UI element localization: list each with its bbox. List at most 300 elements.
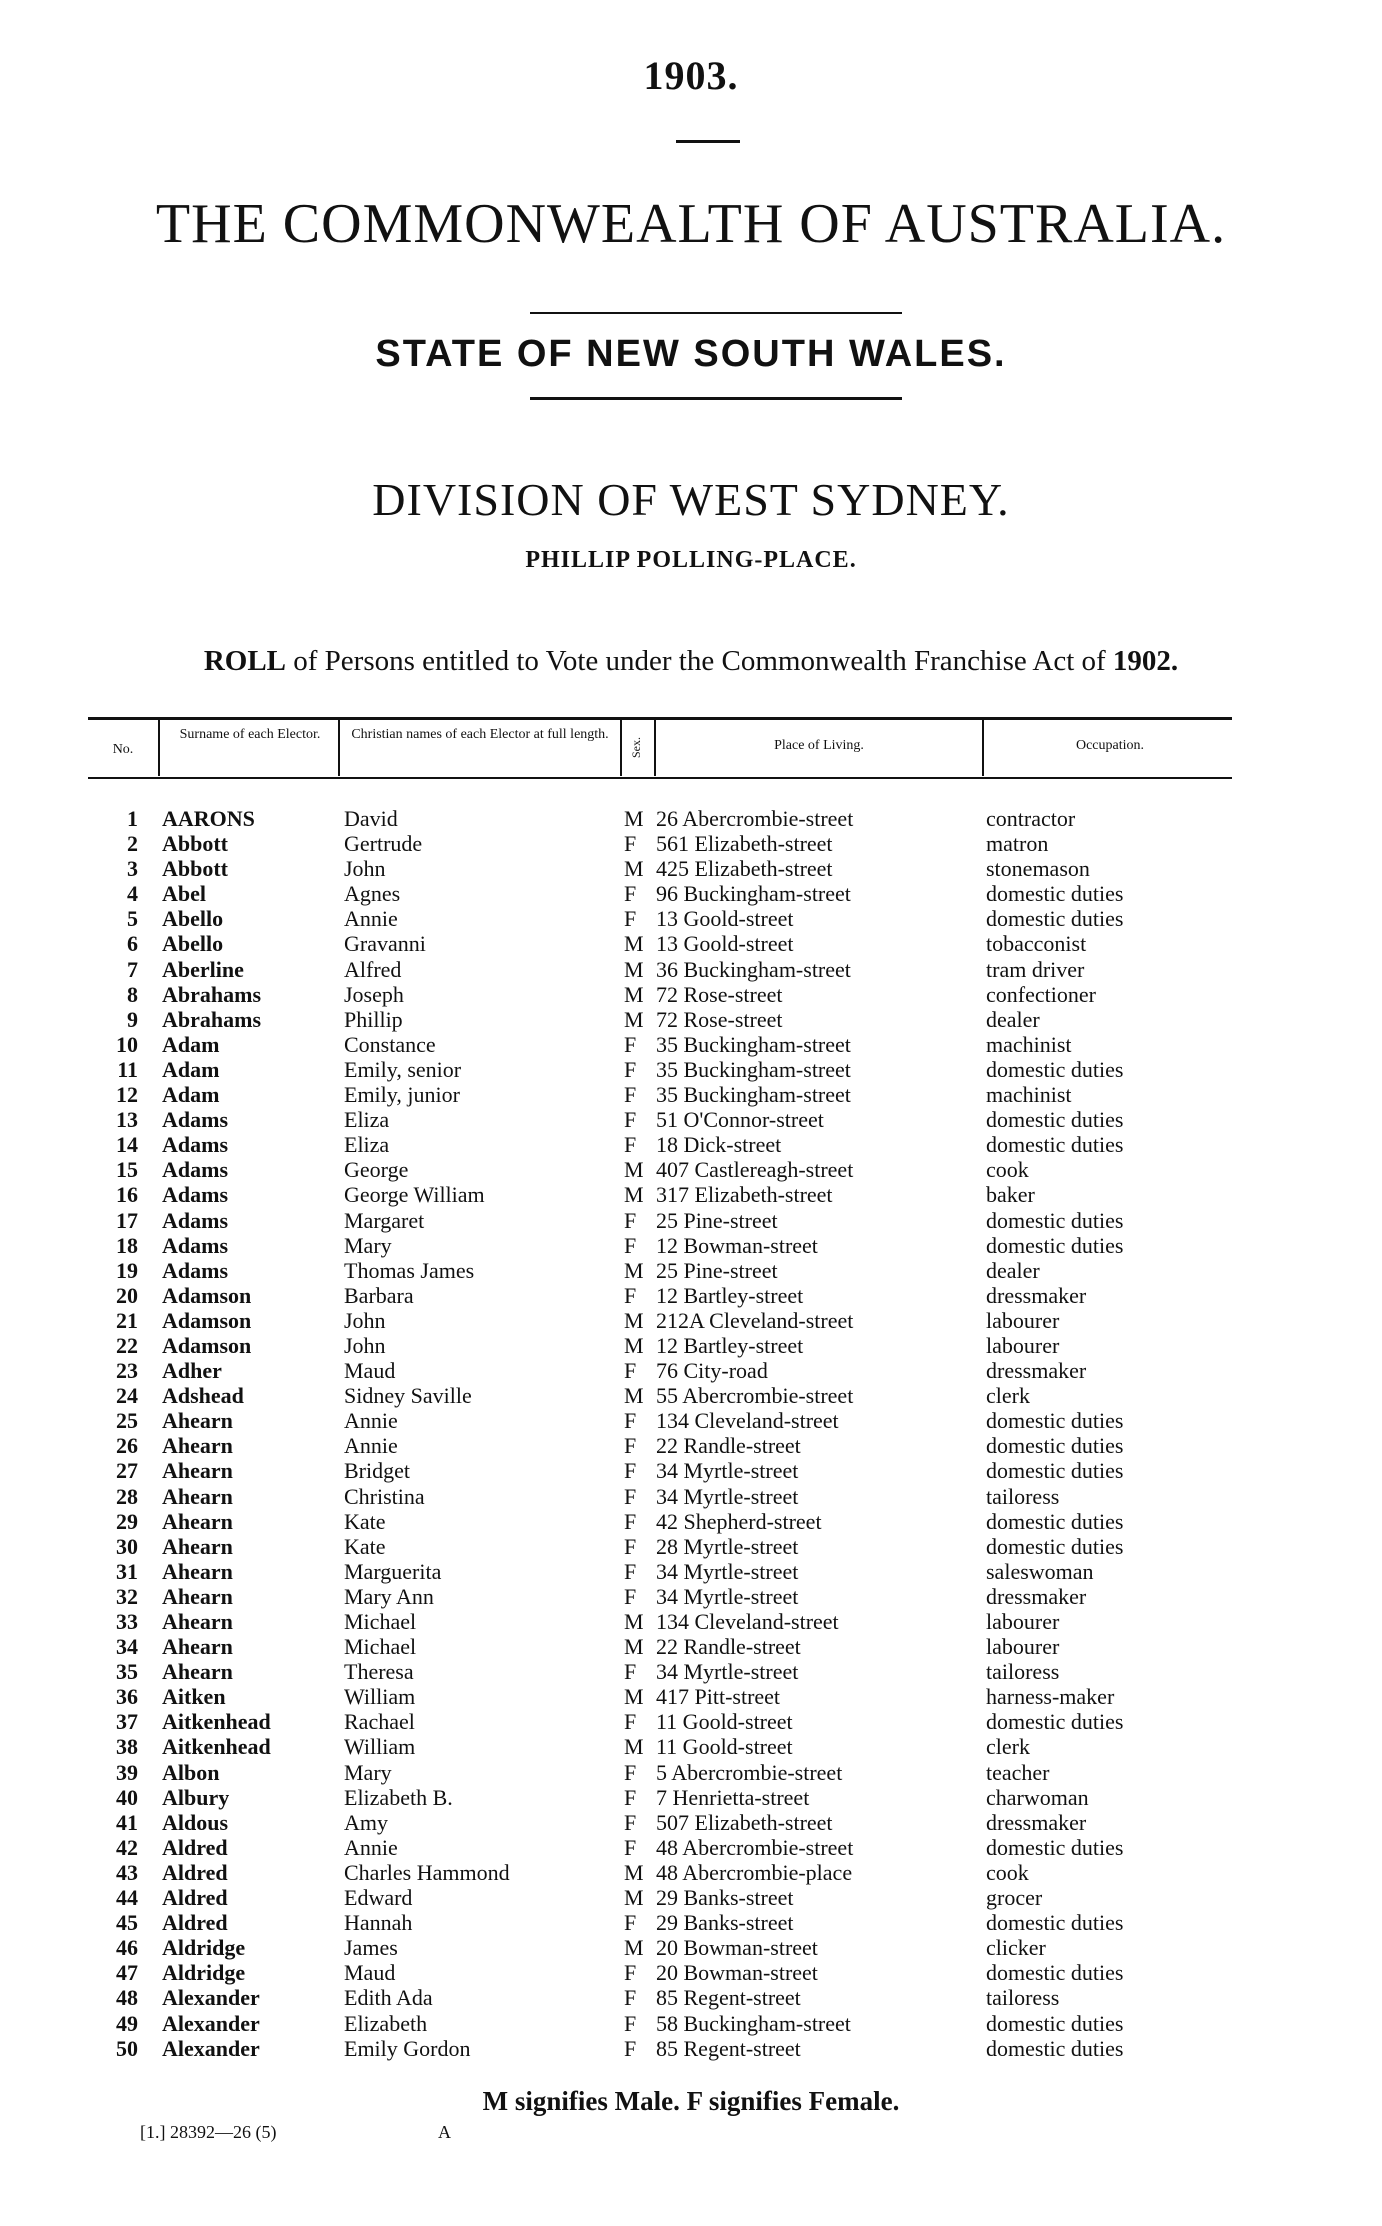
- christian-names: Constance: [344, 1031, 436, 1057]
- christian-names: John: [344, 1332, 386, 1358]
- sex: M: [624, 956, 644, 982]
- surname: Adams: [162, 1257, 229, 1283]
- elector-number: 3: [127, 856, 138, 882]
- elector-number: 16: [116, 1182, 138, 1208]
- christian-names: Barbara: [344, 1282, 414, 1308]
- sex: F: [624, 2010, 637, 2036]
- occupation: domestic duties: [986, 1132, 1124, 1158]
- table-row: [0, 1333, 1382, 1358]
- document-title: THE COMMONWEALTH OF AUSTRALIA.: [155, 193, 1227, 255]
- sex: F: [624, 1132, 637, 1158]
- surname: Aldred: [162, 1859, 228, 1885]
- sex: M: [624, 1859, 644, 1885]
- table-row: [0, 1835, 1382, 1860]
- column-divider: [654, 720, 656, 776]
- place-of-living: 34 Myrtle-street: [656, 1558, 799, 1584]
- table-row: [0, 856, 1382, 881]
- place-of-living: 35 Buckingham-street: [656, 1031, 851, 1057]
- elector-number: 4: [127, 881, 138, 907]
- table-row: [0, 1659, 1382, 1684]
- occupation: tailoress: [986, 1985, 1060, 2011]
- surname: Aitken: [162, 1684, 226, 1710]
- surname: Aldous: [162, 1809, 229, 1835]
- sex: F: [624, 2035, 637, 2061]
- place-of-living: 12 Bowman-street: [656, 1232, 818, 1258]
- christian-names: James: [344, 1935, 398, 1961]
- christian-names: Emily, senior: [344, 1056, 462, 1082]
- christian-names: Hannah: [344, 1910, 413, 1936]
- occupation: domestic duties: [986, 1107, 1124, 1133]
- elector-number: 45: [116, 1910, 138, 1936]
- sex: F: [624, 1583, 637, 1609]
- sex: F: [624, 1358, 637, 1384]
- table-row: [0, 831, 1382, 856]
- place-of-living: 36 Buckingham-street: [656, 956, 851, 982]
- surname: Aitkenhead: [162, 1734, 271, 1760]
- table-row: [0, 982, 1382, 1007]
- occupation: domestic duties: [986, 1910, 1124, 1936]
- table-row: [0, 1408, 1382, 1433]
- state-heading: STATE OF NEW SOUTH WALES.: [375, 333, 1007, 375]
- occupation: labourer: [986, 1332, 1060, 1358]
- header-no: No.: [112, 742, 134, 757]
- occupation: domestic duties: [986, 1960, 1124, 1986]
- sex: M: [624, 931, 644, 957]
- surname: Adamson: [162, 1282, 252, 1308]
- sex: F: [624, 1659, 637, 1685]
- header-christian-names: Christian names of each Elector at full length.: [351, 727, 609, 742]
- elector-number: 22: [116, 1332, 138, 1358]
- place-of-living: 25 Pine-street: [656, 1207, 778, 1233]
- occupation: dealer: [986, 1257, 1040, 1283]
- occupation: contractor: [986, 806, 1076, 831]
- elector-number: 43: [116, 1859, 138, 1885]
- elector-number: 40: [116, 1784, 138, 1810]
- surname: Aldred: [162, 1910, 228, 1936]
- table-header-rule: [88, 777, 1232, 779]
- christian-names: Bridget: [344, 1458, 410, 1484]
- sex: F: [624, 881, 637, 907]
- surname: Ahearn: [162, 1659, 233, 1685]
- place-of-living: 22 Randle-street: [656, 1634, 801, 1660]
- surname: Aldred: [162, 1885, 228, 1911]
- place-of-living: 48 Abercrombie-place: [656, 1859, 853, 1885]
- elector-number: 31: [116, 1558, 138, 1584]
- surname: Ahearn: [162, 1533, 233, 1559]
- sex: M: [624, 1257, 644, 1283]
- christian-names: John: [344, 1307, 386, 1333]
- surname: Abello: [162, 906, 224, 932]
- place-of-living: 417 Pitt-street: [656, 1684, 781, 1710]
- christian-names: Mary: [344, 1759, 392, 1785]
- place-of-living: 11 Goold-street: [656, 1709, 793, 1735]
- place-of-living: 76 City-road: [656, 1358, 768, 1384]
- christian-names: George: [344, 1157, 409, 1183]
- polling-place-heading: PHILLIP POLLING-PLACE.: [525, 547, 857, 573]
- place-of-living: 425 Elizabeth-street: [656, 856, 833, 882]
- table-row: [0, 906, 1382, 931]
- sex: F: [624, 1809, 637, 1835]
- table-row: [0, 1960, 1382, 1985]
- place-of-living: 134 Cleveland-street: [656, 1408, 839, 1434]
- table-row: [0, 881, 1382, 906]
- sex: F: [624, 1709, 637, 1735]
- table-row: [0, 806, 1382, 831]
- elector-number: 27: [116, 1458, 138, 1484]
- elector-number: 12: [116, 1082, 138, 1108]
- surname: Ahearn: [162, 1433, 233, 1459]
- christian-names: Theresa: [344, 1659, 414, 1685]
- christian-names: Marguerita: [344, 1558, 442, 1584]
- place-of-living: 51 O'Connor-street: [656, 1107, 824, 1133]
- sex-legend-note: M signifies Male. F signifies Female.: [482, 2086, 900, 2116]
- surname: Alexander: [162, 1985, 260, 2011]
- sex: F: [624, 1759, 637, 1785]
- occupation: domestic duties: [986, 906, 1124, 932]
- elector-number: 19: [116, 1257, 138, 1283]
- surname: AARONS: [162, 806, 255, 831]
- table-row: [0, 1458, 1382, 1483]
- elector-number: 49: [116, 2010, 138, 2036]
- occupation: domestic duties: [986, 2010, 1124, 2036]
- surname: Albury: [162, 1784, 230, 1810]
- surname: Ahearn: [162, 1583, 233, 1609]
- sex: F: [624, 1082, 637, 1108]
- sex: F: [624, 1207, 637, 1233]
- place-of-living: 407 Castlereagh-street: [656, 1157, 854, 1183]
- occupation: domestic duties: [986, 1709, 1124, 1735]
- christian-names: David: [344, 806, 398, 831]
- table-row: [0, 1057, 1382, 1082]
- surname: Abbott: [162, 856, 229, 882]
- sex: F: [624, 906, 637, 932]
- place-of-living: 58 Buckingham-street: [656, 2010, 851, 2036]
- surname: Adams: [162, 1207, 229, 1233]
- occupation: domestic duties: [986, 1408, 1124, 1434]
- surname: Ahearn: [162, 1408, 233, 1434]
- header-surname: Surname of each Elector.: [179, 727, 321, 742]
- column-divider: [982, 720, 984, 776]
- surname: Abel: [162, 881, 206, 907]
- place-of-living: 20 Bowman-street: [656, 1960, 818, 1986]
- table-row: [0, 2011, 1382, 2036]
- sex: M: [624, 981, 644, 1007]
- sex: M: [624, 1609, 644, 1634]
- sex: F: [624, 1558, 637, 1584]
- occupation: dressmaker: [986, 1809, 1087, 1835]
- place-of-living: 7 Henrietta-street: [656, 1784, 810, 1810]
- occupation: tailoress: [986, 1659, 1060, 1685]
- occupation: tailoress: [986, 1483, 1060, 1509]
- place-of-living: 561 Elizabeth-street: [656, 831, 833, 857]
- sex: F: [624, 1107, 637, 1133]
- place-of-living: 13 Goold-street: [656, 931, 794, 957]
- divider-rule: [530, 312, 902, 314]
- surname: Adamson: [162, 1332, 252, 1358]
- roll-text: of Persons entitled to Vote under the Commonwealth Franchise Act of: [286, 645, 1113, 677]
- table-row: [0, 1985, 1382, 2010]
- surname: Aldridge: [162, 1935, 246, 1961]
- table-row: [0, 1358, 1382, 1383]
- table-row: [0, 957, 1382, 982]
- surname: Alexander: [162, 2010, 260, 2036]
- christian-names: Edith Ada: [344, 1985, 433, 2011]
- surname: Adams: [162, 1232, 229, 1258]
- sex: M: [624, 1182, 644, 1208]
- sex: F: [624, 1282, 637, 1308]
- christian-names: Kate: [344, 1508, 386, 1534]
- occupation: cook: [986, 1157, 1029, 1183]
- table-row: [0, 1208, 1382, 1233]
- elector-number: 2: [127, 831, 138, 857]
- surname: Alexander: [162, 2035, 260, 2061]
- table-row: [0, 1509, 1382, 1534]
- christian-names: Elizabeth: [344, 2010, 428, 2036]
- sex: M: [624, 806, 644, 831]
- occupation: confectioner: [986, 981, 1096, 1007]
- column-divider: [158, 720, 160, 776]
- table-row: [0, 1935, 1382, 1960]
- surname: Albon: [162, 1759, 220, 1785]
- elector-number: 30: [116, 1533, 138, 1559]
- surname: Adams: [162, 1132, 229, 1158]
- elector-number: 36: [116, 1684, 138, 1710]
- occupation: dressmaker: [986, 1358, 1087, 1384]
- occupation: domestic duties: [986, 1056, 1124, 1082]
- surname: Adam: [162, 1082, 220, 1108]
- christian-names: Edward: [344, 1885, 413, 1911]
- sex: M: [624, 856, 644, 882]
- table-row: [0, 1283, 1382, 1308]
- place-of-living: 29 Banks-street: [656, 1910, 794, 1936]
- christian-names: Kate: [344, 1533, 386, 1559]
- occupation: harness-maker: [986, 1684, 1115, 1710]
- roll-year: 1902.: [1112, 645, 1179, 677]
- christian-names: Emily, junior: [344, 1082, 460, 1108]
- table-row: [0, 1107, 1382, 1132]
- sex: F: [624, 1985, 637, 2011]
- surname: Aitkenhead: [162, 1709, 271, 1735]
- table-row: [0, 1760, 1382, 1785]
- surname: Ahearn: [162, 1508, 233, 1534]
- elector-number: 9: [127, 1006, 138, 1032]
- table-row: [0, 1082, 1382, 1107]
- christian-names: Emily Gordon: [344, 2035, 471, 2061]
- surname: Adamson: [162, 1307, 252, 1333]
- sex: M: [624, 1734, 644, 1760]
- occupation: clerk: [986, 1383, 1030, 1409]
- sex: F: [624, 1784, 637, 1810]
- elector-number: 10: [116, 1031, 138, 1057]
- elector-number: 25: [116, 1408, 138, 1434]
- table-row: [0, 1308, 1382, 1333]
- sex: F: [624, 1483, 637, 1509]
- surname: Abbott: [162, 831, 229, 857]
- place-of-living: 25 Pine-street: [656, 1257, 778, 1283]
- christian-names: Amy: [344, 1809, 388, 1835]
- elector-number: 33: [116, 1609, 138, 1634]
- elector-number: 26: [116, 1433, 138, 1459]
- surname: Ahearn: [162, 1609, 233, 1634]
- place-of-living: 85 Regent-street: [656, 2035, 801, 2061]
- elector-number: 32: [116, 1583, 138, 1609]
- occupation: stonemason: [986, 856, 1090, 882]
- christian-names: Maud: [344, 1960, 396, 1986]
- header-sex: Sex.: [629, 737, 643, 759]
- sex: F: [624, 1056, 637, 1082]
- place-of-living: 507 Elizabeth-street: [656, 1809, 833, 1835]
- occupation: clerk: [986, 1734, 1030, 1760]
- christian-names: Eliza: [344, 1107, 390, 1133]
- table-row: [0, 1609, 1382, 1634]
- christian-names: Alfred: [344, 956, 402, 982]
- place-of-living: 96 Buckingham-street: [656, 881, 851, 907]
- place-of-living: 72 Rose-street: [656, 981, 783, 1007]
- sex: F: [624, 1960, 637, 1986]
- christian-names: Gravanni: [344, 931, 426, 957]
- place-of-living: 35 Buckingham-street: [656, 1056, 851, 1082]
- elector-number: 6: [127, 931, 138, 957]
- surname: Adams: [162, 1157, 229, 1183]
- surname: Aberline: [162, 956, 244, 982]
- christian-names: Margaret: [344, 1207, 425, 1233]
- occupation: clicker: [986, 1935, 1046, 1961]
- place-of-living: 5 Abercrombie-street: [656, 1759, 843, 1785]
- column-divider: [338, 720, 340, 776]
- sex: F: [624, 831, 637, 857]
- surname: Abrahams: [162, 981, 262, 1007]
- table-row: [0, 1484, 1382, 1509]
- christian-names: Annie: [344, 1834, 398, 1860]
- table-row: [0, 931, 1382, 956]
- elector-number: 34: [116, 1634, 138, 1660]
- elector-number: 15: [116, 1157, 138, 1183]
- elector-number: 44: [116, 1885, 138, 1911]
- sex: M: [624, 1307, 644, 1333]
- table-row: [0, 1233, 1382, 1258]
- christian-names: Mary Ann: [344, 1583, 434, 1609]
- sex: F: [624, 1458, 637, 1484]
- occupation: teacher: [986, 1759, 1050, 1785]
- place-of-living: 134 Cleveland-street: [656, 1609, 839, 1634]
- christian-names: Annie: [344, 906, 398, 932]
- sex: M: [624, 1684, 644, 1710]
- occupation: dressmaker: [986, 1583, 1087, 1609]
- elector-number: 38: [116, 1734, 138, 1760]
- elector-number: 46: [116, 1935, 138, 1961]
- occupation: domestic duties: [986, 1508, 1124, 1534]
- divider-rule: [676, 140, 740, 143]
- table-row: [0, 1734, 1382, 1759]
- occupation: domestic duties: [986, 1232, 1124, 1258]
- sex: F: [624, 1232, 637, 1258]
- occupation: labourer: [986, 1634, 1060, 1660]
- surname: Adams: [162, 1107, 229, 1133]
- print-reference: [1.] 28392—26 (5): [140, 2122, 277, 2142]
- christian-names: John: [344, 856, 386, 882]
- place-of-living: 72 Rose-street: [656, 1006, 783, 1032]
- occupation: dressmaker: [986, 1282, 1087, 1308]
- place-of-living: 35 Buckingham-street: [656, 1082, 851, 1108]
- elector-number: 50: [116, 2035, 138, 2061]
- place-of-living: 85 Regent-street: [656, 1985, 801, 2011]
- sex: F: [624, 1533, 637, 1559]
- sex: F: [624, 1834, 637, 1860]
- elector-number: 20: [116, 1282, 138, 1308]
- occupation: labourer: [986, 1609, 1060, 1634]
- surname: Adshead: [162, 1383, 244, 1409]
- place-of-living: 12 Bartley-street: [656, 1282, 804, 1308]
- table-row: [0, 1584, 1382, 1609]
- elector-number: 18: [116, 1232, 138, 1258]
- header-occupation: Occupation.: [1075, 738, 1145, 753]
- sex: F: [624, 1433, 637, 1459]
- christian-names: Annie: [344, 1408, 398, 1434]
- elector-number: 28: [116, 1483, 138, 1509]
- table-row: [0, 1157, 1382, 1182]
- elector-number: 24: [116, 1383, 138, 1409]
- christian-names: Joseph: [344, 981, 404, 1007]
- place-of-living: 34 Myrtle-street: [656, 1583, 799, 1609]
- sex: M: [624, 1006, 644, 1032]
- christian-names: Christina: [344, 1483, 425, 1509]
- sex: M: [624, 1634, 644, 1660]
- place-of-living: 55 Abercrombie-street: [656, 1383, 854, 1409]
- place-of-living: 212A Cleveland-street: [656, 1307, 854, 1333]
- place-of-living: 26 Abercrombie-street: [656, 806, 854, 831]
- place-of-living: 317 Elizabeth-street: [656, 1182, 833, 1208]
- christian-names: Maud: [344, 1358, 396, 1384]
- place-of-living: 42 Shepherd-street: [656, 1508, 822, 1534]
- occupation: cook: [986, 1859, 1029, 1885]
- roll-word: ROLL: [203, 645, 286, 677]
- surname: Adam: [162, 1056, 220, 1082]
- elector-number: 48: [116, 1985, 138, 2011]
- table-row: [0, 1634, 1382, 1659]
- occupation: tobacconist: [986, 931, 1087, 957]
- elector-number: 14: [116, 1132, 138, 1158]
- table-row: [0, 1810, 1382, 1835]
- sex: F: [624, 1508, 637, 1534]
- surname: Abello: [162, 931, 224, 957]
- occupation: charwoman: [986, 1784, 1089, 1810]
- christian-names: William: [344, 1684, 416, 1710]
- occupation: domestic duties: [986, 1207, 1124, 1233]
- surname: Aldridge: [162, 1960, 246, 1986]
- elector-number: 11: [117, 1056, 138, 1082]
- table-row: [0, 1433, 1382, 1458]
- table-row: [0, 1132, 1382, 1157]
- christian-names: Eliza: [344, 1132, 390, 1158]
- place-of-living: 34 Myrtle-street: [656, 1458, 799, 1484]
- christian-names: Agnes: [344, 881, 401, 907]
- christian-names: Sidney Saville: [344, 1383, 472, 1409]
- occupation: domestic duties: [986, 1533, 1124, 1559]
- surname: Abrahams: [162, 1006, 262, 1032]
- column-divider: [620, 720, 622, 776]
- elector-number: 17: [116, 1207, 138, 1233]
- place-of-living: 12 Bartley-street: [656, 1332, 804, 1358]
- divider-rule: [530, 397, 902, 400]
- header-place-of-living: Place of Living.: [774, 738, 864, 753]
- christian-names: Thomas James: [344, 1257, 475, 1283]
- table-row: [0, 1534, 1382, 1559]
- signature-letter: A: [438, 2122, 451, 2142]
- table-row: [0, 1258, 1382, 1283]
- occupation: labourer: [986, 1307, 1060, 1333]
- division-heading: DIVISION OF WEST SYDNEY.: [372, 474, 1010, 525]
- occupation: domestic duties: [986, 1433, 1124, 1459]
